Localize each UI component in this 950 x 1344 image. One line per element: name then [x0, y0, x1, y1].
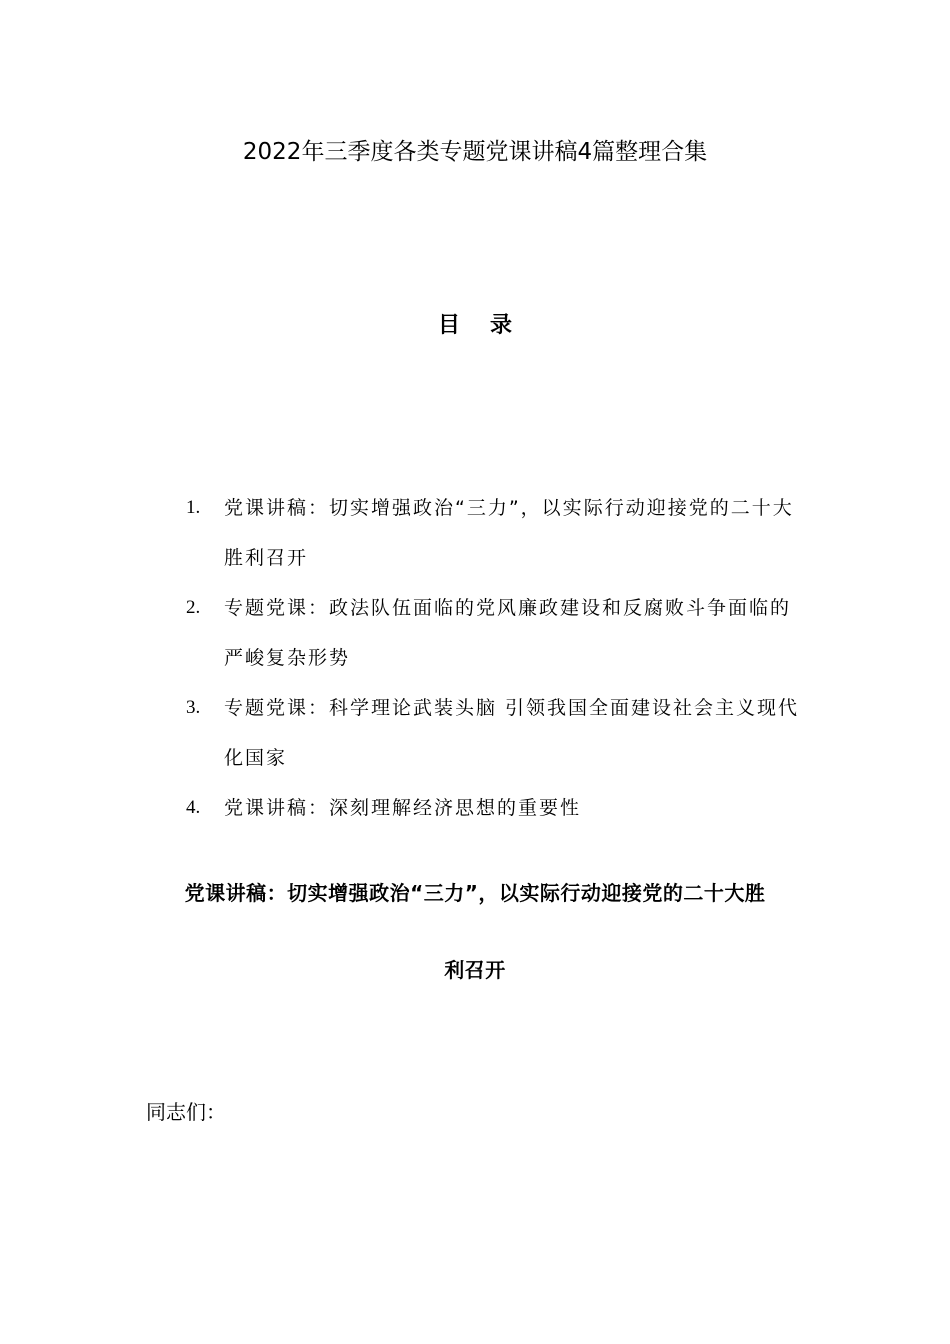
section-title-line-1: 党课讲稿：切实增强政治“三力”，以实际行动迎接党的二十大胜 — [184, 881, 766, 905]
toc-item-4[interactable] — [186, 783, 816, 833]
document-title: 2022年三季度各类专题党课讲稿4篇整理合集 — [242, 139, 708, 165]
section-title — [135, 868, 815, 995]
section-title-line-2: 利召开 — [444, 958, 506, 982]
toc-item-1[interactable] — [186, 483, 816, 583]
toc-item-2[interactable] — [186, 583, 816, 683]
table-of-contents — [186, 483, 816, 833]
toc-item-text: 专题党课：科学理论武装头脑 引领我国全面建设社会主义现代化国家 — [224, 697, 800, 769]
toc-item-number: 2. — [186, 597, 201, 618]
toc-item-text: 专题党课：政法队伍面临的党风廉政建设和反腐败斗争面临的严峻复杂形势 — [224, 597, 792, 669]
salutation: 同志们： — [146, 1100, 226, 1124]
toc-item-number: 4. — [186, 797, 201, 818]
toc-item-text: 党课讲稿：切实增强政治“三力”，以实际行动迎接党的二十大胜利召开 — [224, 497, 794, 569]
toc-heading-left: 目 — [437, 313, 460, 338]
toc-heading-right: 录 — [490, 313, 513, 338]
toc-item-text: 党课讲稿：深刻理解经济思想的重要性 — [224, 797, 582, 819]
toc-item-3[interactable] — [186, 683, 816, 783]
toc-item-number: 3. — [186, 697, 201, 718]
toc-heading — [0, 310, 950, 342]
toc-item-number: 1. — [186, 497, 201, 518]
